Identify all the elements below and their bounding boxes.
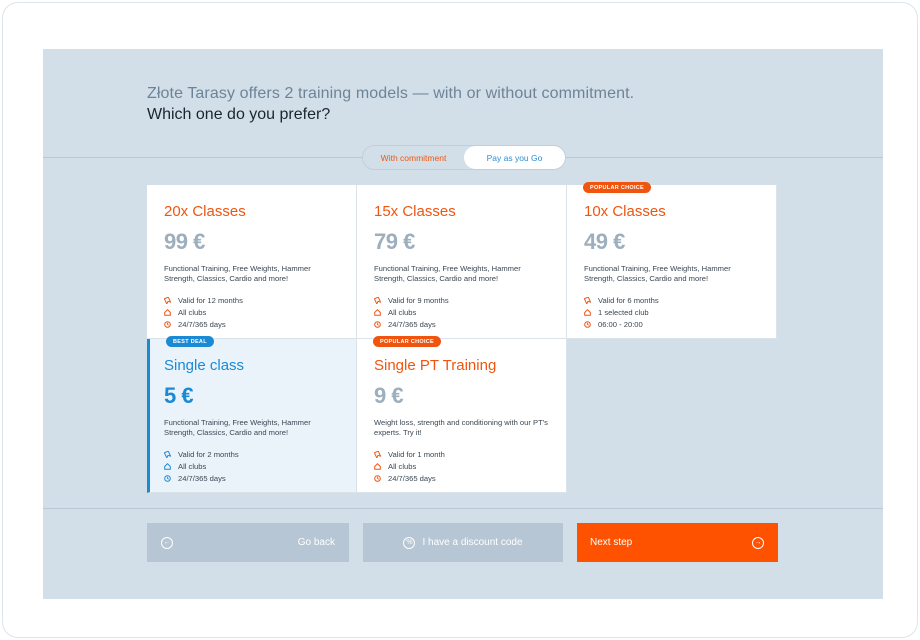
- plan-description: Functional Training, Free Weights, Hammer Strength, Classics, Cardio and more!: [164, 264, 311, 283]
- clock-icon: [374, 475, 381, 482]
- discount-icon: %: [403, 537, 415, 549]
- plan-title: Single PT Training: [374, 357, 497, 374]
- feature-validity: [374, 294, 550, 306]
- plan-card-10x[interactable]: [567, 185, 777, 339]
- arrow-left-icon: ←: [161, 537, 173, 549]
- plan-price: 49 €: [584, 229, 625, 254]
- plan-title: 15x Classes: [374, 203, 456, 220]
- clock-icon: [164, 321, 171, 328]
- feature-text: Valid for 1 month: [388, 449, 445, 459]
- next-step-button[interactable]: [577, 523, 778, 562]
- home-icon: [164, 463, 171, 470]
- go-back-button[interactable]: [147, 523, 349, 562]
- feature-hours: [374, 473, 550, 485]
- popular-choice-badge: POPULAR CHOICE: [373, 336, 441, 347]
- feature-validity: [164, 294, 340, 306]
- plan-selection-panel: [43, 49, 883, 599]
- toggle-pay-as-you-go[interactable]: Pay as you Go: [464, 146, 565, 169]
- feature-validity: [164, 448, 340, 460]
- feature-clubs: [584, 306, 760, 318]
- feature-text: All clubs: [178, 462, 207, 472]
- feature-text: 06:00 - 20:00: [598, 320, 643, 330]
- feature-clubs: [164, 306, 340, 318]
- plan-price: 99 €: [164, 229, 205, 254]
- page-heading: [147, 85, 634, 124]
- feature-clubs: [164, 460, 340, 472]
- plan-card-single-pt[interactable]: [357, 339, 567, 493]
- plan-card-15x[interactable]: [357, 185, 567, 339]
- feature-hours: [374, 319, 550, 331]
- plan-title: 10x Classes: [584, 203, 666, 220]
- heading-question: Which one do you prefer?: [147, 106, 331, 123]
- plan-price: 9 €: [374, 383, 404, 408]
- window-frame: [2, 2, 918, 638]
- feature-text: 24/7/365 days: [178, 320, 226, 330]
- feature-validity: [374, 448, 550, 460]
- plan-title: 20x Classes: [164, 203, 246, 220]
- tag-icon: [164, 451, 171, 458]
- tag-icon: [584, 297, 591, 304]
- feature-text: Valid for 9 months: [388, 295, 449, 305]
- toggle-with-commitment[interactable]: With commitment: [380, 152, 447, 163]
- clock-icon: [164, 475, 171, 482]
- feature-text: Valid for 12 months: [178, 295, 243, 305]
- plan-features: [374, 448, 550, 485]
- bottom-divider: [43, 508, 883, 509]
- plan-features: [374, 294, 550, 331]
- home-icon: [164, 309, 171, 316]
- home-icon: [374, 309, 381, 316]
- plan-features: [584, 294, 760, 331]
- plan-features: [164, 448, 340, 485]
- feature-text: 24/7/365 days: [178, 474, 226, 484]
- plan-title: Single class: [164, 357, 245, 374]
- plan-price: 5 €: [164, 383, 194, 408]
- plan-card-20x[interactable]: [147, 185, 357, 339]
- feature-clubs: [374, 460, 550, 472]
- home-icon: [374, 463, 381, 470]
- plan-description: Weight loss, strength and conditioning with our PT's experts. Try it!: [374, 418, 548, 437]
- feature-text: Valid for 2 months: [178, 449, 239, 459]
- feature-text: 24/7/365 days: [388, 474, 436, 484]
- plan-description: Functional Training, Free Weights, Hammer Strength, Classics, Cardio and more!: [164, 418, 311, 437]
- feature-clubs: [374, 306, 550, 318]
- tag-icon: [374, 451, 381, 458]
- plan-description: Functional Training, Free Weights, Hammer Strength, Classics, Cardio and more!: [584, 264, 731, 283]
- feature-text: All clubs: [388, 462, 417, 472]
- training-model-toggle: [362, 145, 566, 170]
- popular-choice-badge: POPULAR CHOICE: [583, 182, 651, 193]
- tag-icon: [164, 297, 171, 304]
- home-icon: [584, 309, 591, 316]
- clock-icon: [584, 321, 591, 328]
- feature-text: All clubs: [178, 308, 207, 318]
- best-deal-badge: BEST DEAL: [166, 336, 214, 347]
- feature-validity: [584, 294, 760, 306]
- feature-hours: [164, 319, 340, 331]
- go-back-label: Go back: [297, 537, 335, 548]
- next-step-label: Next step: [590, 537, 633, 548]
- discount-code-button[interactable]: [363, 523, 563, 562]
- heading-subtitle: Złote Tarasy offers 2 training models — with or without commitment.: [147, 85, 635, 102]
- arrow-right-icon: →: [752, 537, 764, 549]
- feature-text: Valid for 6 months: [598, 295, 659, 305]
- feature-hours: [164, 473, 340, 485]
- feature-text: All clubs: [388, 308, 417, 318]
- plan-card-single-class[interactable]: [147, 339, 357, 493]
- feature-text: 24/7/365 days: [388, 320, 436, 330]
- clock-icon: [374, 321, 381, 328]
- tag-icon: [374, 297, 381, 304]
- discount-code-label: I have a discount code: [422, 537, 523, 548]
- plan-features: [164, 294, 340, 331]
- feature-text: 1 selected club: [598, 308, 649, 318]
- feature-hours: [584, 319, 760, 331]
- plan-description: Functional Training, Free Weights, Hammer Strength, Classics, Cardio and more!: [374, 264, 521, 283]
- plan-price: 79 €: [374, 229, 415, 254]
